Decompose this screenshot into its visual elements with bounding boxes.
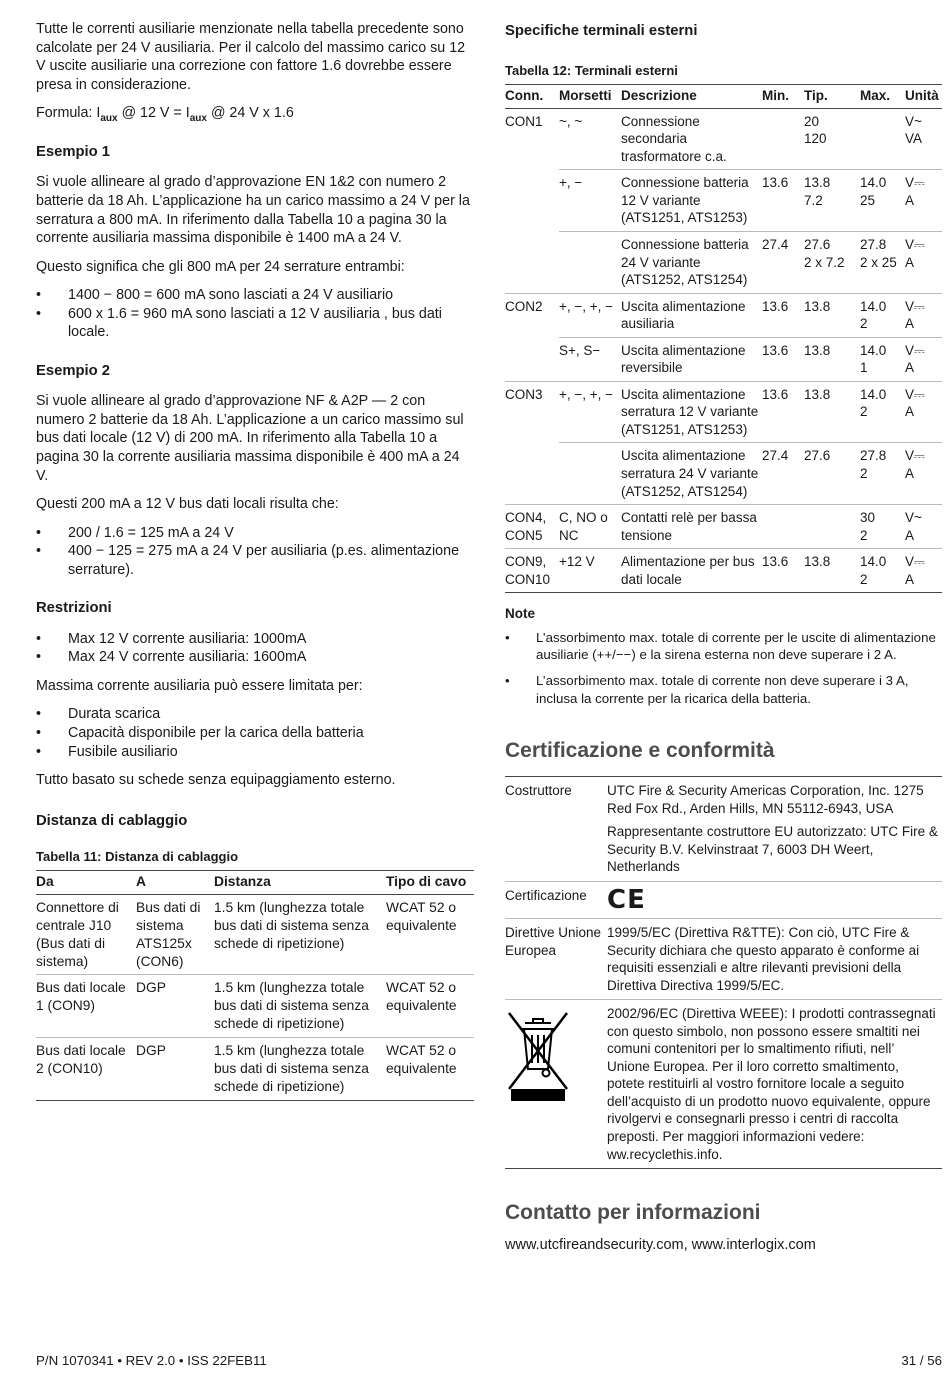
table-cell: Bus dati di sistema ATS125x (CON6) — [136, 894, 214, 975]
table-cell: V⎓ A — [905, 293, 942, 337]
eu-representative: Rappresentante costruttore EU autorizzato: UTC Fire & Security B.V. Kelvinstraat 7, 6003 DH Weert, Netherlands — [607, 824, 938, 875]
ce-mark-icon: CE — [607, 884, 646, 915]
table-row — [505, 381, 942, 443]
table-cell: Connessione secondaria trasformatore c.a. — [621, 108, 762, 170]
table-cell: DGP — [136, 1038, 214, 1101]
restrizioni-heading: Restrizioni — [36, 600, 112, 617]
table-cell: +, − — [559, 170, 621, 232]
table-cell: 13.6 — [762, 381, 804, 443]
list-item: • Max 12 V corrente ausiliaria: 1000mA — [36, 630, 474, 649]
table-cell: 13.8 7.2 — [804, 170, 860, 232]
contact-links: www.utcfireandsecurity.com, www.interlogix.com — [505, 1237, 816, 1254]
table-cell: Alimentazione per bus dati locale — [621, 549, 762, 593]
spec-heading: Specifiche terminali esterni — [505, 23, 698, 39]
table-cell: V⎓ A — [905, 337, 942, 381]
list-item: • L’assorbimento max. totale di corrente per le uscite di alimentazione ausiliarie (++/−−) e la sirena esterna non deve superare i 2 A. — [505, 629, 942, 664]
table-cell: +12 V — [559, 549, 621, 593]
table-cell: 13.6 — [762, 170, 804, 232]
table-cell: 30 2 — [860, 505, 905, 549]
table-cell: CON9, CON10 — [505, 549, 559, 593]
formula — [36, 104, 474, 125]
table-cell: 27.4 — [762, 231, 804, 293]
table-header: Descrizione — [621, 85, 762, 109]
costruttore-address: UTC Fire & Security Americas Corporation, Inc. 1275 Red Fox Rd., Arden Hills, MN 55112-6943, USA — [607, 783, 924, 816]
formula-post: @ 24 V x 1.6 — [206, 105, 294, 122]
esempio2-p1: Si vuole allineare al grado d’approvazione NF & A2P — 2 con numero 2 batterie da 18 Ah. L’applicazione a un carico massimo sul bus dati locale (12 V) di 200 mA. In riferimento alla Tabella 10 a pagina 30 la corrente ausiliaria massima disponibile è 400 mA a 24 V. — [36, 393, 464, 484]
table-cell: 14.0 2 — [860, 549, 905, 593]
table-cell: 13.6 — [762, 549, 804, 593]
table-cell: Bus dati locale 1 (CON9) — [36, 975, 136, 1038]
table-cell: Connessione batteria 24 V variante (ATS1252, ATS1254) — [621, 231, 762, 293]
formula-sub-2: aux — [189, 113, 207, 125]
list-item: • 1400 − 800 = 600 mA sono lasciati a 24 V ausiliario — [36, 286, 474, 305]
table-cell: Connessione batteria 12 V variante (ATS1251, ATS1253) — [621, 170, 762, 232]
table-cell: C, NO o NC — [559, 505, 621, 549]
list-item: • L’assorbimento max. totale di corrente non deve superare i 3 A, inclusa la corrente per la ricarica della batteria. — [505, 672, 942, 707]
table-cell: CON2 — [505, 293, 559, 381]
table11 — [36, 870, 474, 1101]
table-header: Min. — [762, 85, 804, 109]
table-header: Da — [36, 870, 136, 894]
list-item: • 400 − 125 = 275 mA a 24 V per ausiliaria (p.es. alimentazione serrature). — [36, 542, 474, 579]
table-cell: Uscita alimentazione ausiliaria — [621, 293, 762, 337]
table-cell — [804, 505, 860, 549]
table-header: Tipo di cavo — [386, 870, 474, 894]
table-cell: 14.0 2 — [860, 293, 905, 337]
restrizioni-p1: Massima corrente ausiliaria può essere limitata per: — [36, 677, 363, 694]
table-header: A — [136, 870, 214, 894]
table-cell: WCAT 52 o equivalente — [386, 1038, 474, 1101]
intro-paragraph: Tutte le correnti ausiliarie menzionate nella tabella precedente sono calcolate per 24 V ausiliaria. Per il calcolo del massimo carico su 12 V uscite ausiliarie una correzione con fattore 1.6 dovrebbe essere presa in considerazione. — [36, 21, 466, 93]
table-cell — [762, 505, 804, 549]
table-row — [505, 1000, 942, 1169]
table-cell: Contatti relè per bassa tensione — [621, 505, 762, 549]
restrizioni-list — [36, 630, 474, 667]
list-item: • Fusibile ausiliario — [36, 743, 474, 762]
table-row — [505, 881, 942, 918]
ce-mark-cell — [607, 881, 942, 918]
table-row — [505, 108, 942, 170]
table-cell — [762, 108, 804, 170]
table-row — [36, 1038, 474, 1101]
table11-caption: Tabella 11: Distanza di cablaggio — [36, 848, 239, 864]
table-row — [36, 975, 474, 1038]
table-cell: Uscita alimentazione serratura 12 V variante (ATS1251, ATS1253) — [621, 381, 762, 443]
table-cell: V⎓ A — [905, 549, 942, 593]
esempio1-heading: Esempio 1 — [36, 144, 111, 161]
table-cell: 27.8 2 — [860, 443, 905, 505]
table-cell: 13.6 — [762, 337, 804, 381]
restrizioni-list-2 — [36, 705, 474, 761]
list-item: • Durata scarica — [36, 705, 474, 724]
table-cell: V⎓ A — [905, 381, 942, 443]
table-cell: 20 120 — [804, 108, 860, 170]
table-cell: 27.6 2 x 7.2 — [804, 231, 860, 293]
esempio2-list — [36, 524, 474, 580]
table12-caption: Tabella 12: Terminali esterni — [505, 63, 678, 79]
table-cell: 13.8 — [804, 337, 860, 381]
table-cell: 13.8 — [804, 381, 860, 443]
direttive-label: Direttive Unione Europea — [505, 918, 607, 999]
table-header: Morsetti — [559, 85, 621, 109]
costruttore-value — [607, 777, 942, 882]
table-header: Conn. — [505, 85, 559, 109]
table-cell: 27.4 — [762, 443, 804, 505]
table-cell: Bus dati locale 2 (CON10) — [36, 1038, 136, 1101]
formula-mid: @ 12 V = I — [117, 105, 190, 122]
table-cell: 14.0 1 — [860, 337, 905, 381]
esempio2-heading: Esempio 2 — [36, 363, 111, 380]
table-row — [505, 293, 942, 337]
table-cell: 27.6 — [804, 443, 860, 505]
table-row — [505, 918, 942, 999]
table-row — [36, 894, 474, 975]
table-cell: 27.8 2 x 25 — [860, 231, 905, 293]
cert-table — [505, 776, 942, 1169]
footer-docinfo: P/N 1070341 • REV 2.0 • ISS 22FEB11 — [36, 1353, 267, 1368]
costruttore-label: Costruttore — [505, 777, 607, 882]
table-cell: +, −, +, − — [559, 381, 621, 443]
list-item: • Max 24 V corrente ausiliaria: 1600mA — [36, 648, 474, 667]
table-cell: V⎓ A — [905, 443, 942, 505]
table-cell: +, −, +, − — [559, 293, 621, 337]
weee-text: 2002/96/EC (Direttiva WEEE): I prodotti contrassegnati con questo simbolo, non possono essere smaltiti nei comuni contenitori per lo smaltimento rifiuti, nell’ Unione Europea. Per il loro corretto smaltimento, potete restituirli al vostro fornitore locale a seguito dell’acquisto di un prodotto nuovo equivalente, oppure rivolgervi e consegnarli presso i centri di raccolta preposti. Per maggiori informazioni vedere: ww.recyclethis.info. — [607, 1000, 942, 1169]
list-item: • Capacità disponibile per la carica della batteria — [36, 724, 474, 743]
table12 — [505, 84, 942, 593]
formula-sub-1: aux — [100, 113, 118, 125]
table-row — [505, 231, 942, 293]
table-cell: 1.5 km (lunghezza totale bus dati di sistema senza schede di ripetizione) — [214, 894, 386, 975]
esempio1-p2: Questo significa che gli 800 mA per 24 serrature entrambi: — [36, 258, 405, 275]
table-cell: V⎓ A — [905, 170, 942, 232]
esempio1-p1: Si vuole allineare al grado d’approvazione EN 1&2 con numero 2 batterie da 18 Ah. L’applicazione ha un carico massimo a 24 V per la serratura a 800 mA. In riferimento dalla Tabella 10 a pagina 30 la corrente ausiliaria massima disponibile è 1400 mA a 24 V. — [36, 174, 470, 247]
notes-list — [505, 629, 942, 707]
table-cell: CON4, CON5 — [505, 505, 559, 549]
table-cell — [860, 108, 905, 170]
table-cell: DGP — [136, 975, 214, 1038]
table-cell: Uscita alimentazione reversibile — [621, 337, 762, 381]
list-item: • 600 x 1.6 = 960 mA sono lasciati a 12 V ausiliaria , bus dati locale. — [36, 305, 474, 342]
list-item: • 200 / 1.6 = 125 mA a 24 V — [36, 524, 474, 543]
restrizioni-p2: Tutto basato su schede senza equipaggiamento esterno. — [36, 772, 396, 789]
distanza-heading: Distanza di cablaggio — [36, 812, 188, 829]
table-cell: CON1 — [505, 108, 559, 293]
right-column — [505, 20, 942, 1255]
table-row — [505, 337, 942, 381]
table-cell: 14.0 25 — [860, 170, 905, 232]
table-row — [505, 170, 942, 232]
note-heading: Note — [505, 606, 535, 622]
table-cell: WCAT 52 o equivalente — [386, 894, 474, 975]
table-cell: 1.5 km (lunghezza totale bus dati di sistema senza schede di ripetizione) — [214, 975, 386, 1038]
direttive-text: 1999/5/EC (Direttiva R&TTE): Con ciò, UTC Fire & Security dichiara che questo apparato è conforme ai requisiti essenziali e altre rilevanti previsioni della Direttiva Directiva 1999/5/EC. — [607, 918, 942, 999]
table-header: Unità — [905, 85, 942, 109]
table-cell: 13.8 — [804, 549, 860, 593]
table-row — [505, 549, 942, 593]
table-cell — [559, 231, 621, 293]
certificazione-label: Certificazione — [505, 881, 607, 918]
table-cell — [559, 443, 621, 505]
weee-bin-icon — [505, 1005, 571, 1101]
table-cell: V~ VA — [905, 108, 942, 170]
cert-heading: Certificazione e conformità — [505, 738, 775, 762]
table-row — [505, 505, 942, 549]
table-cell: WCAT 52 o equivalente — [386, 975, 474, 1038]
table-cell: V~ A — [905, 505, 942, 549]
table-cell: ~, ~ — [559, 108, 621, 170]
esempio2-p2: Questi 200 mA a 12 V bus dati locali risulta che: — [36, 496, 339, 513]
table-cell: 13.6 — [762, 293, 804, 337]
contact-heading: Contatto per informazioni — [505, 1201, 761, 1225]
table-row — [505, 443, 942, 505]
table-header: Tip. — [804, 85, 860, 109]
table-row — [505, 777, 942, 882]
table-cell: 13.8 — [804, 293, 860, 337]
table-header: Distanza — [214, 870, 386, 894]
table-header: Max. — [860, 85, 905, 109]
weee-icon-cell — [505, 1000, 607, 1169]
left-column — [36, 20, 474, 1101]
footer-page-number: 31 / 56 — [901, 1353, 942, 1368]
table-cell: S+, S− — [559, 337, 621, 381]
table-cell: CON3 — [505, 381, 559, 504]
table-cell: V⎓ A — [905, 231, 942, 293]
esempio1-list — [36, 286, 474, 342]
table-cell: 14.0 2 — [860, 381, 905, 443]
table-cell: 1.5 km (lunghezza totale bus dati di sistema senza schede di ripetizione) — [214, 1038, 386, 1101]
table-cell: Uscita alimentazione serratura 24 V variante (ATS1252, ATS1254) — [621, 443, 762, 505]
formula-pre: Formula: I — [36, 105, 101, 122]
table-cell: Connettore di centrale J10 (Bus dati di sistema) — [36, 894, 136, 975]
